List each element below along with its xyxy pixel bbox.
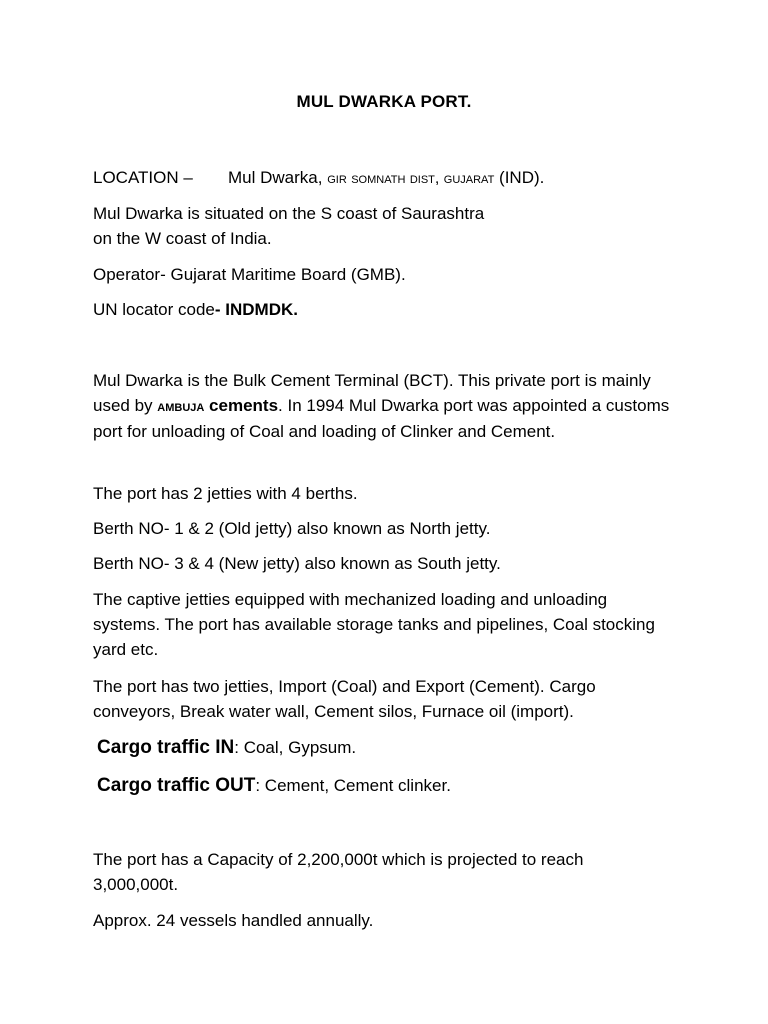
- page-title: MUL DWARKA PORT.: [296, 92, 472, 111]
- description-text-2: . In 1994 Mul Dwarka port was appointed a customs port for unloading of Coal and loading of Clinker and Cement.: [93, 396, 670, 441]
- cargo-out-value: : Cement, Cement clinker.: [255, 776, 451, 795]
- situation-paragraph: [93, 201, 693, 251]
- location-place: Mul Dwarka,: [228, 168, 323, 187]
- situation-line-2: on the W coast of India.: [93, 229, 272, 248]
- un-locator-line: [93, 297, 693, 322]
- un-locator-label: UN locator code: [93, 300, 215, 319]
- capacity-paragraph: The port has a Capacity of 2,200,000t which is projected to reach 3,000,000t.: [93, 850, 584, 894]
- cargo-in-line: [97, 735, 697, 760]
- brand-name: ambuja: [157, 398, 205, 415]
- un-locator-code: - INDMDK.: [214, 300, 298, 319]
- operator-line: Operator- Gujarat Maritime Board (GMB).: [93, 265, 406, 284]
- brand-suffix: cements: [204, 396, 279, 415]
- captive-paragraph: The captive jetties equipped with mechanized loading and unloading systems. The port has available storage tanks and pipelines, Coal stocking yard etc.: [93, 590, 655, 659]
- two-jetties-paragraph: The port has two jetties, Import (Coal) and Export (Cement). Cargo conveyors, Break water wall, Cement silos, Furnace oil (import).: [93, 677, 596, 721]
- description-text-1: Mul Dwarka is the Bulk Cement Terminal (BCT). This private port is mainly used by: [93, 371, 651, 415]
- cargo-in-value: : Coal, Gypsum.: [234, 738, 357, 757]
- description-paragraph: [93, 368, 673, 444]
- cargo-out-label: Cargo traffic OUT: [97, 775, 256, 796]
- vessels-line: Approx. 24 vessels handled annually.: [93, 911, 374, 930]
- location-line: [93, 165, 693, 191]
- location-district: gir somnath dist, gujarat: [327, 170, 495, 187]
- location-country: (IND).: [499, 168, 545, 187]
- situation-line-1: Mul Dwarka is situated on the S coast of Saurashtra: [93, 204, 485, 223]
- location-label: LOCATION –: [93, 168, 193, 187]
- cargo-out-line: [97, 773, 697, 798]
- jetties-line: The port has 2 jetties with 4 berths.: [93, 484, 358, 503]
- cargo-in-label: Cargo traffic IN: [97, 737, 235, 758]
- berth-south-line: Berth NO- 3 & 4 (New jetty) also known as South jetty.: [93, 554, 501, 573]
- berth-north-line: Berth NO- 1 & 2 (Old jetty) also known as North jetty.: [93, 519, 491, 538]
